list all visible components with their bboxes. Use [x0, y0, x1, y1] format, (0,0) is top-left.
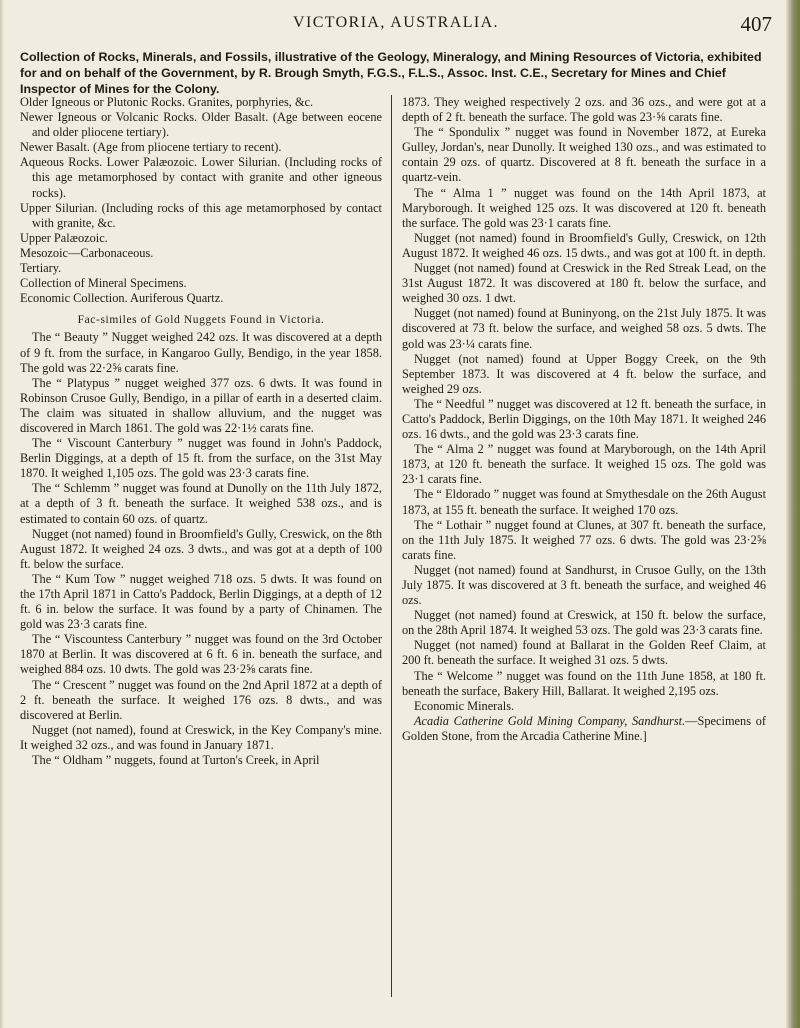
rock-list-item: Economic Collection. Auriferous Quartz. [20, 291, 224, 306]
nugget-entry: The “ Kum Tow ” nugget weighed 718 ozs. 5 dwts. It was found on the 17th April 1871 in Catto's Paddock, Berlin Diggings, at a depth of 12 ft. 6 in. below the surface. It was found by a party of Chinamen. The gold was 23·3 carats fine. [20, 571, 382, 632]
economic-minerals-heading: Economic Minerals. [414, 698, 515, 713]
nugget-entry: The “ Alma 2 ” nugget was found at Maryborough, on the 14th April 1873, at 120 ft. beneath the surface. It weighed 15 ozs. The gold was 23·1 carats fine. [402, 442, 766, 487]
nugget-entry: The “ Crescent ” nugget was found on the 2nd April 1872 at a depth of 2 ft. beneath the surface. It weighed 176 ozs. 8 dwts., and was discovered at Berlin. [20, 677, 382, 722]
rock-list-item: Tertiary. [20, 261, 62, 276]
nugget-entry: Nugget (not named) found at Ballarat in the Golden Reef Claim, at 200 ft. beneath the surface. It weighed 31 ozs. 5 dwts. [402, 638, 766, 668]
page-right-edge [786, 0, 800, 1028]
nugget-entry: Nugget (not named) found in Broomfield's Gully, Creswick, on the 8th August 1872. It weighed 24 ozs. 3 dwts., and was got at a depth of 100 ft. below the surface. [20, 526, 382, 571]
nugget-entry: The “ Alma 1 ” nugget was found on the 14th April 1873, at Maryborough. It weighed 125 ozs. It was discovered at 120 ft. beneath the surface. The gold was 23·1 carats fine. [402, 185, 766, 230]
acadia-company-name: Acadia Catherine Gold Mining Company, Sandhurst. [414, 713, 686, 728]
column-divider [391, 95, 392, 997]
right-column [402, 95, 766, 995]
nugget-entry: Nugget (not named), found at Creswick, in the Key Company's mine. It weighed 32 ozs., and was found in January 1871. [20, 722, 382, 752]
page-left-edge [0, 0, 4, 1028]
nugget-entry: The “ Platypus ” nugget weighed 377 ozs. 6 dwts. It was found in Robinson Crusoe Gully, Bendigo, in a pillar of earth in a deserted claim. The claim was situated in shallow alluvium, and the nugget was discovered in March 1861. The gold was 22·1½ carats fine. [20, 375, 382, 435]
rock-list-item: Mesozoic—Carbonaceous. [20, 245, 154, 260]
rock-list-item: Newer Igneous or Volcanic Rocks. Older Basalt. (Age between eocene and older pliocene tertiary). [20, 110, 382, 140]
nugget-entry: Nugget (not named) found at Creswick in the Red Streak Lead, on the 31st August 1872. It was discovered at 180 ft. below the surface, and weighed 30 ozs. 1 dwt. [402, 261, 766, 306]
nugget-entry: The “ Eldorado ” nugget was found at Smythesdale on the 26th August 1873, at 155 ft. beneath the surface. It weighed 170 ozs. [402, 487, 766, 517]
nugget-entry: Nugget (not named) found at Sandhurst, in Crusoe Gully, on the 13th July 1875. It was discovered at 3 ft. beneath the surface, and weighed 46 ozs. [402, 562, 766, 608]
acadia-entry [402, 714, 766, 744]
nugget-entry: The “ Oldham ” nuggets, found at Turton's Creek, in April [32, 753, 320, 768]
nugget-list-left [20, 330, 382, 768]
rock-list-item: Aqueous Rocks. Lower Palæozoic. Lower Silurian. (Including rocks of this age metamorphosed by contact with granite and other igneous rocks). [20, 155, 382, 200]
left-column [20, 95, 382, 995]
rock-list-item: Upper Palæozoic. [20, 230, 108, 245]
nugget-entry: Nugget (not named) found in Broomfield's Gully, Creswick, on 12th August 1872. It weighed 46 ozs. 15 dwts., and was got at 100 ft. in depth. [402, 230, 766, 260]
rock-list-item: Upper Silurian. (Including rocks of this age metamorphosed by contact with granite, &c. [20, 200, 382, 230]
nugget-entry: The “ Viscountess Canterbury ” nugget was found on the 3rd October 1870 at Berlin. It was discovered at 6 ft. 6 in. beneath the surface, and weighed 884 ozs. 10 dwts. The gold was 23·2⅝ carats fine. [20, 632, 382, 677]
rock-list [20, 95, 382, 306]
nugget-entry: The “ Needful ” nugget was discovered at 12 ft. beneath the surface, in Catto's Paddock, Berlin Diggings, on the 10th May 1871. It weighed 246 ozs. 16 dwts., and the gold was 23·3 carats fine. [402, 396, 766, 442]
acadia-description: —Specimens of Golden Stone, from the Arcadia Catherine Mine.] [402, 713, 766, 743]
running-title: VICTORIA, AUSTRALIA. [293, 14, 499, 31]
rock-list-item: Collection of Mineral Specimens. [20, 276, 187, 291]
nugget-entry: The “ Beauty ” Nugget weighed 242 ozs. It was discovered at a depth of 9 ft. from the surface, in Kangaroo Gully, Bendigo, in the year 1858. The gold was 22·2⅝ carats fine. [20, 330, 382, 375]
rock-list-item: Older Igneous or Plutonic Rocks. Granites, porphyries, &c. [20, 95, 314, 109]
rock-list-item: Newer Basalt. (Age from pliocene tertiary to recent). [20, 140, 282, 155]
nugget-entry: 1873. They weighed respectively 2 ozs. and 36 ozs., and were got at a depth of 2 ft. beneath the surface. The gold was 23·⅝ carats fine. [402, 95, 766, 125]
nugget-list-right [402, 95, 766, 699]
nugget-entry: The “ Viscount Canterbury ” nugget was found in John's Paddock, Berlin Diggings, at a depth of 15 ft. from the surface, on the 31st May 1870. It weighed 1,105 ozs. The gold was 23·3 carats fine. [20, 436, 382, 481]
nugget-entry: The “ Welcome ” nugget was found on the 11th June 1858, at 180 ft. beneath the surface, Bakery Hill, Ballarat. It weighed 2,195 ozs. [402, 668, 766, 698]
nugget-entry: Nugget (not named) found at Upper Boggy Creek, on the 9th September 1873. It was discovered at 4 ft. below the surface, and weighed 29 ozs. [402, 351, 766, 396]
page-header [20, 14, 772, 38]
section-heading: Collection of Rocks, Minerals, and Fossils, illustrative of the Geology, Mineralogy, and Mining Resources of Victoria, exhibited for and on behalf of the Government, by R. Brough Smyth, F.G.S., F.L.S., Assoc. Inst. C.E., Secretary for Mines and Chief Inspector of Mines for the Colony. [20, 50, 762, 96]
nugget-entry: Nugget (not named) found at Buninyong, on the 21st July 1875. It was discovered at 73 ft. below the surface, and weighed 58 ozs. 5 dwts. The gold was 23·¼ carats fine. [402, 306, 766, 351]
nugget-entry: Nugget (not named) found at Creswick, at 150 ft. below the surface, on the 28th April 1874. It weighed 53 ozs. The gold was 23·3 carats fine. [402, 608, 766, 638]
nugget-entry: The “ Lothair ” nugget found at Clunes, at 307 ft. beneath the surface, on the 11th July 1875. It weighed 77 ozs. 6 dwts. The gold was 23·2⅝ carats fine. [402, 517, 766, 562]
page-number: 407 [740, 12, 772, 36]
nugget-entry: The “ Spondulix ” nugget was found in November 1872, at Eureka Gulley, Jordan's, near Dunolly. It weighed 130 ozs., and was estimated to contain 29 ozs. of quartz. Discovered at 8 ft. beneath the surface in a quartz-vein. [402, 125, 766, 185]
nugget-entry: The “ Schlemm ” nugget was found at Dunolly on the 11th July 1872, at a depth of 3 ft. beneath the surface. It weighed 538 ozs., and is estimated to contain 60 ozs. of quartz. [20, 481, 382, 526]
nuggets-section-title: Fac-similes of Gold Nuggets Found in Victoria. [77, 314, 325, 327]
